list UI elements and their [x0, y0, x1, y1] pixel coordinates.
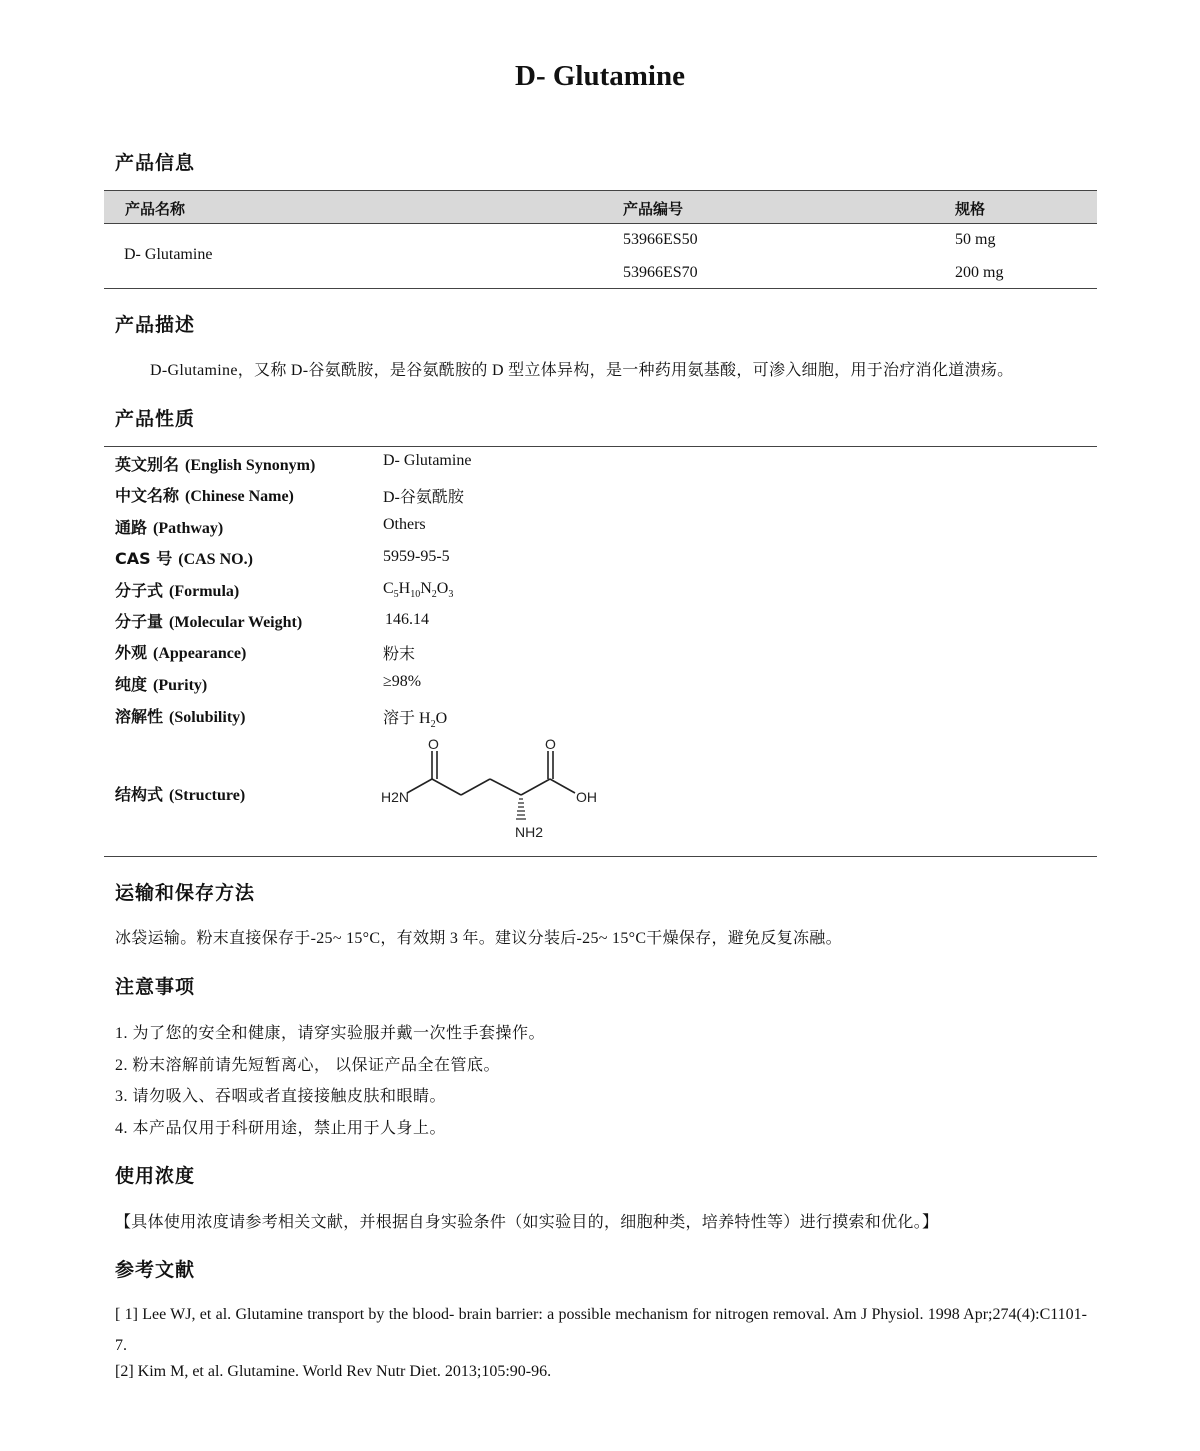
property-value: 粉末	[383, 646, 416, 663]
product-name-cell: D- Glutamine	[124, 246, 213, 263]
property-label: 英文别名 (English Synonym)	[115, 455, 316, 474]
product-code-cell: 53966ES50	[623, 231, 698, 248]
section-heading-properties: 产品性质	[115, 408, 196, 430]
product-code-cell: 53966ES70	[623, 264, 698, 281]
property-value: 溶于 $H_2O$	[383, 710, 448, 731]
property-value: ≥98%	[383, 673, 422, 690]
structure-diagram	[375, 735, 615, 845]
structure-label: OH	[576, 789, 597, 805]
structure-label: NH2	[515, 824, 544, 840]
property-label: 结构式 (Structure)	[115, 785, 246, 804]
header-product-code: 产品编号	[623, 200, 684, 218]
section-heading-notes: 注意事项	[115, 976, 196, 998]
description-text: D-Glutamine，又称 D-谷氨酰胺，是谷氨酰胺的 D 型立体异构，是一种药用氨基酸，可渗入细胞，用于治疗消化道溃疡。	[150, 362, 1014, 379]
property-label: 中文名称 (Chinese Name)	[115, 486, 294, 505]
property-value-formula	[383, 580, 453, 600]
properties-top-rule	[104, 446, 1097, 447]
reference-item: [ 1] Lee WJ, et al. Glutamine transport by the blood- brain barrier: a possible mechanism for nitrogen removal. Am J Physiol. 1998 Apr;274(4):C1101-7.	[115, 1306, 1087, 1354]
reference-item: [2] Kim M, et al. Glutamine. World Rev Nutr Diet. 2013;105:90-96.	[115, 1363, 552, 1380]
property-value: D- Glutamine	[383, 452, 472, 469]
header-product-name: 产品名称	[125, 200, 186, 218]
property-label: 分子式 (Formula)	[115, 581, 240, 600]
note-item: 1. 为了您的安全和健康，请穿实验服并戴一次性手套操作。	[115, 1025, 546, 1042]
structure-label: O	[545, 736, 556, 752]
property-label: 纯度 (Purity)	[115, 675, 208, 694]
property-label: 溶解性 (Solubility)	[115, 707, 246, 726]
storage-text: 冰袋运输。粉末直接保存于-25~ 15°C，有效期 3 年。建议分装后-25~ 15°C干燥保存，避免反复冻融。	[115, 930, 842, 947]
section-heading-storage: 运输和保存方法	[115, 882, 256, 904]
property-value: D-谷氨酰胺	[383, 489, 464, 506]
structure-label: O	[428, 736, 439, 752]
structure-label: H2N	[381, 789, 410, 805]
properties-bottom-rule	[104, 856, 1097, 857]
product-spec-cell: 200 mg	[955, 264, 1004, 281]
section-heading-concentration: 使用浓度	[115, 1165, 196, 1187]
page-title: D- Glutamine	[515, 60, 685, 92]
section-heading-description: 产品描述	[115, 314, 196, 336]
note-item: 4. 本产品仅用于科研用途，禁止用于人身上。	[115, 1120, 447, 1137]
note-item: 3. 请勿吸入、吞咽或者直接接触皮肤和眼睛。	[115, 1088, 447, 1105]
property-label: 外观 (Appearance)	[115, 643, 247, 662]
section-heading-product-info: 产品信息	[115, 152, 196, 174]
product-table-header	[104, 190, 1097, 224]
table-bottom-rule	[104, 288, 1097, 289]
property-value: Others	[383, 516, 426, 533]
property-label: 通路 (Pathway)	[115, 518, 224, 537]
property-label: CAS 号 (CAS NO.)	[115, 549, 253, 568]
property-label: 分子量 (Molecular Weight)	[115, 612, 303, 631]
section-heading-references: 参考文献	[115, 1259, 196, 1281]
property-value: 146.14	[385, 611, 429, 628]
concentration-text: 【具体使用浓度请参考相关文献，并根据自身实验条件（如实验目的，细胞种类，培养特性等）进行摸索和优化。】	[115, 1214, 939, 1231]
header-spec: 规格	[955, 200, 986, 218]
note-item: 2. 粉末溶解前请先短暂离心， 以保证产品全在管底。	[115, 1057, 501, 1074]
formula-text: $C_5H_{10}N_2O_3$	[383, 580, 454, 601]
property-value: 5959-95-5	[383, 548, 450, 565]
product-spec-cell: 50 mg	[955, 231, 996, 248]
